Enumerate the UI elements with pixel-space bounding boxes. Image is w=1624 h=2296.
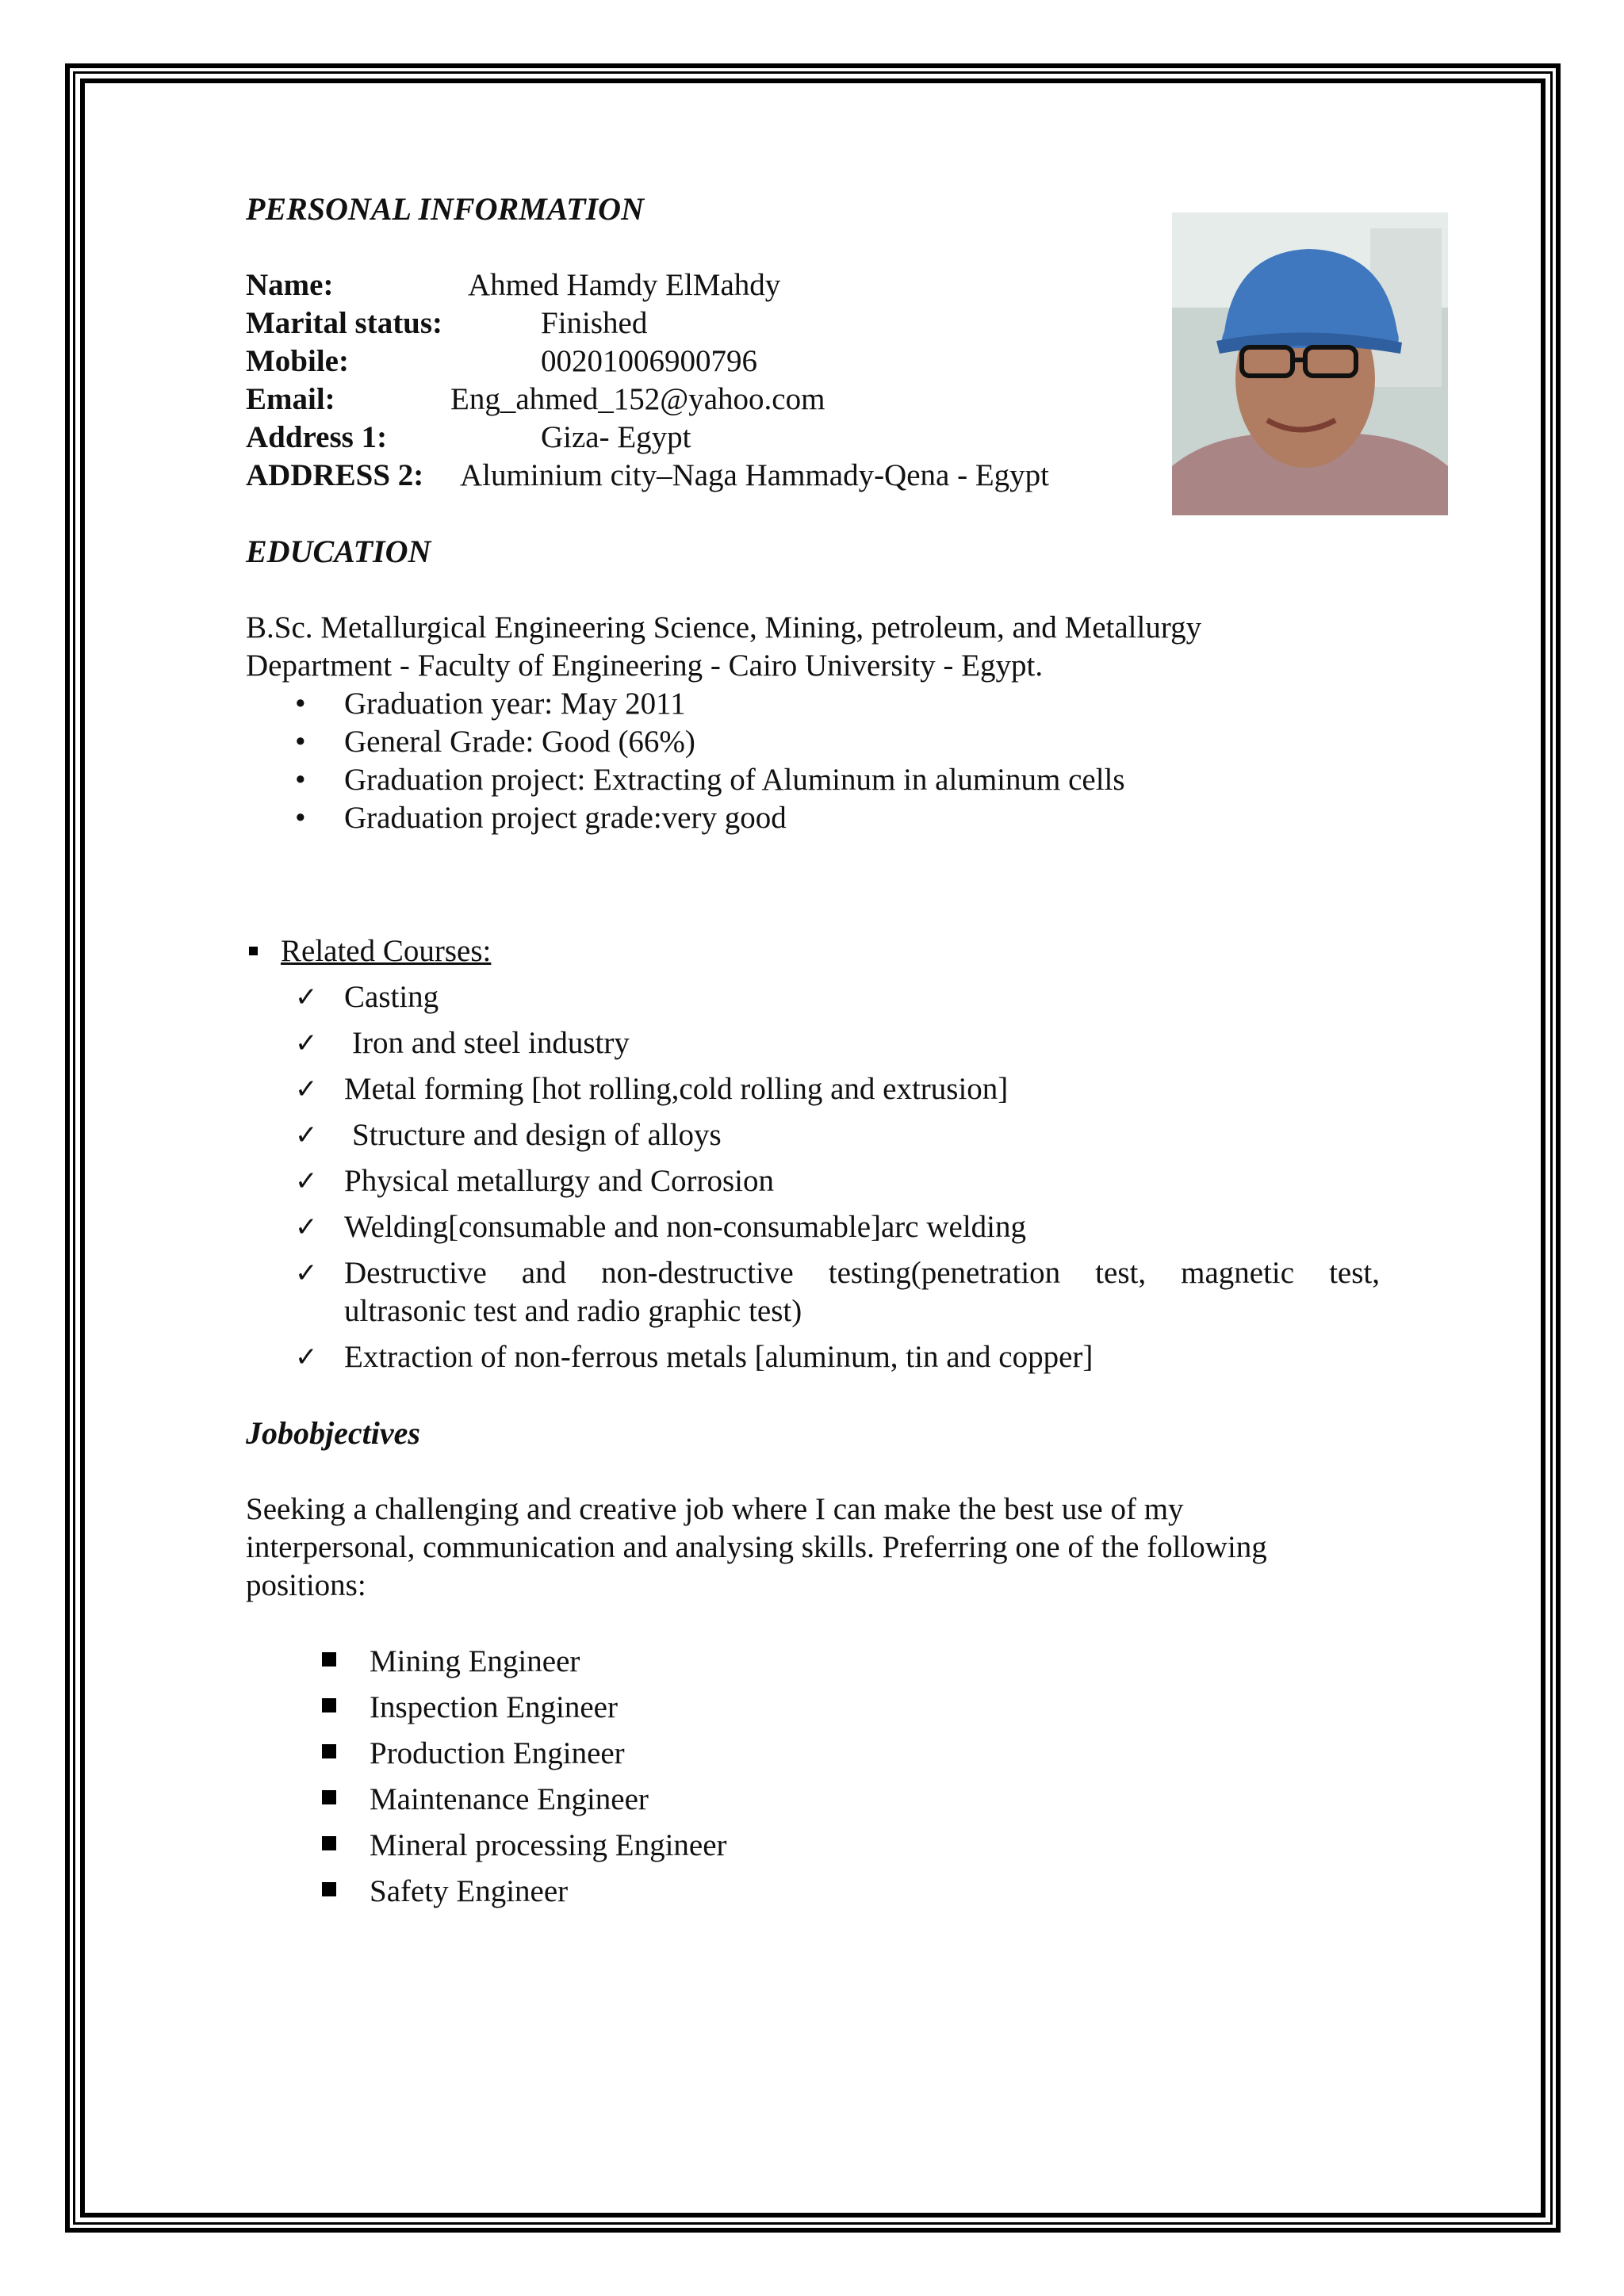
checkmark-icon: ✓	[295, 1211, 318, 1243]
list-item: ✓ Structure and design of alloys	[246, 1116, 1388, 1154]
list-item: ✓ Destructive and non-destructive testing(penetration test, magnetic test, ultrasonic test and radio graphic test)	[295, 1256, 1380, 1328]
list-item: • Graduation project: Extracting of Aluminum in aluminum cells	[295, 763, 1125, 797]
checkmark-icon: ✓	[295, 982, 318, 1013]
resume-content	[246, 190, 1388, 1919]
checkmark-icon: ✓	[295, 1027, 318, 1059]
degree-text: B.Sc. Metallurgical Engineering Science, Mining, petroleum, and Metallurgy Department - Faculty of Engineering - Cairo University - Egypt.	[246, 610, 1202, 683]
address1-row	[246, 419, 1388, 457]
square-bullet-icon	[249, 947, 258, 955]
list-item: • Graduation year: May 2011	[295, 687, 686, 721]
mobile-label: Mobile:	[246, 344, 349, 378]
personal-information-heading: PERSONAL INFORMATION	[246, 191, 644, 227]
list-item: Inspection Engineer	[246, 1689, 1388, 1727]
square-bullet-icon	[322, 1652, 336, 1667]
list-item: ✓ Welding[consumable and non-consumable]arc welding	[246, 1208, 1388, 1246]
name-value: Ahmed Hamdy ElMahdy	[468, 268, 781, 302]
list-item: Production Engineer	[246, 1735, 1388, 1773]
related-courses-row	[246, 932, 1388, 970]
list-item: ✓ Casting	[246, 978, 1388, 1016]
square-bullet-icon	[322, 1698, 336, 1712]
list-item: • Graduation project grade:very good	[295, 801, 787, 835]
marital-row	[246, 304, 1388, 342]
job-objectives-heading: Jobobjectives	[246, 1415, 420, 1451]
address2-label: ADDRESS 2:	[246, 458, 424, 492]
list-item: ✓ Iron and steel industry	[246, 1024, 1388, 1062]
list-item: ✓ Metal forming [hot rolling,cold rolling and extrusion]	[246, 1070, 1388, 1108]
square-bullet-icon	[322, 1882, 336, 1896]
courses-list	[246, 978, 1388, 1376]
marital-label: Marital status:	[246, 306, 443, 340]
list-item: Mineral processing Engineer	[246, 1827, 1388, 1865]
mobile-value: 00201006900796	[541, 344, 757, 378]
email-row	[246, 381, 1388, 419]
name-row	[246, 266, 1388, 304]
objective-text: Seeking a challenging and creative job where I can make the best use of my interpersonal, communication and analysing skills. Preferring one of the following positions:	[246, 1492, 1267, 1602]
address2-row	[246, 457, 1388, 495]
checkmark-icon: ✓	[295, 1257, 318, 1289]
list-item: Maintenance Engineer	[246, 1781, 1388, 1819]
checkmark-icon: ✓	[295, 1073, 318, 1105]
address1-label: Address 1:	[246, 420, 388, 454]
marital-value: Finished	[541, 306, 648, 340]
list-item: Safety Engineer	[246, 1873, 1388, 1911]
checkmark-icon: ✓	[295, 1165, 318, 1197]
list-item: • General Grade: Good (66%)	[295, 725, 695, 759]
square-bullet-icon	[322, 1836, 336, 1850]
square-bullet-icon	[322, 1790, 336, 1804]
positions-list	[246, 1643, 1388, 1911]
checkmark-icon: ✓	[295, 1341, 318, 1373]
list-item: Mining Engineer	[246, 1643, 1388, 1681]
related-courses-title: Related Courses:	[281, 934, 492, 968]
education-heading: EDUCATION	[246, 534, 431, 569]
square-bullet-icon	[322, 1744, 336, 1758]
address2-value: Aluminium city–Naga Hammady-Qena - Egypt	[460, 458, 1049, 492]
email-value: Eng_ahmed_152@yahoo.com	[450, 382, 825, 416]
list-item: ✓ Extraction of non-ferrous metals [aluminum, tin and copper]	[246, 1338, 1388, 1376]
mobile-row	[246, 342, 1388, 381]
name-label: Name:	[246, 268, 334, 302]
list-item: ✓ Physical metallurgy and Corrosion	[246, 1162, 1388, 1200]
checkmark-icon: ✓	[295, 1119, 318, 1151]
address1-value: Giza- Egypt	[541, 420, 691, 454]
education-bullets	[246, 685, 1388, 837]
email-label: Email:	[246, 382, 335, 416]
